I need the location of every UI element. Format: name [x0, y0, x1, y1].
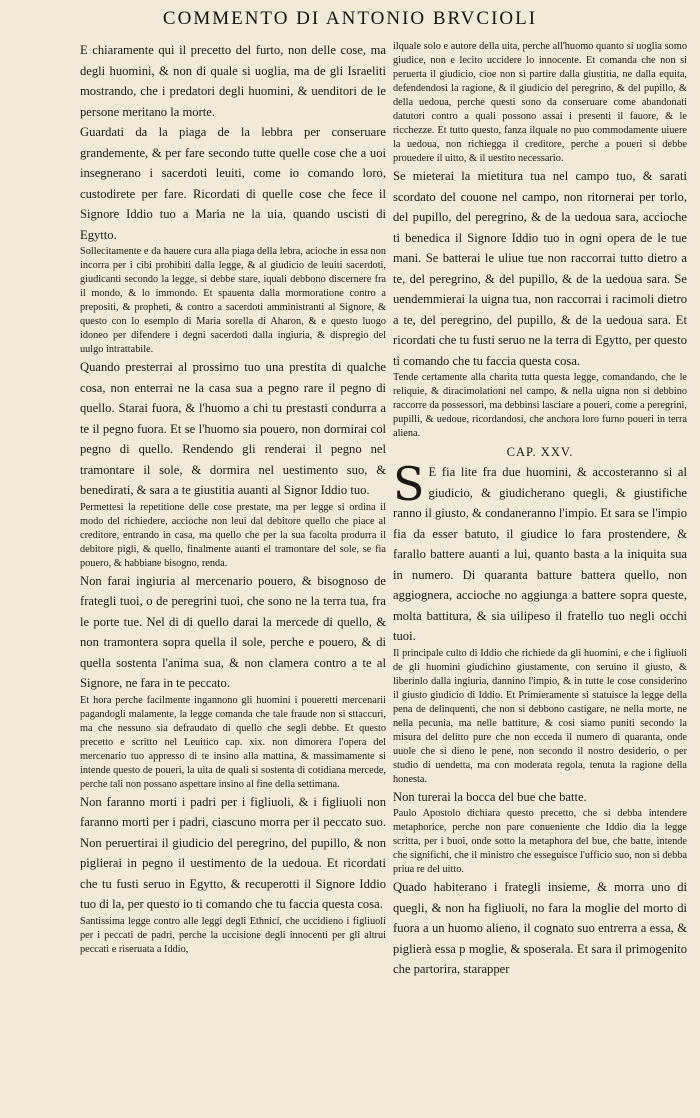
scripture-paragraph	[393, 457, 687, 647]
right-column	[393, 40, 687, 980]
commentary-paragraph: Santissima legge contro alle leggi degli Ethnici, che uccidieno i figliuoli per i peccati de padri, perche la uccisione degli innocenti per gli altrui peccati e riseruata a Iddio,	[80, 915, 386, 955]
scripture-paragraph: Quando presterrai al prossimo tuo una prestita di qualche cosa, non enterrai ne la casa sua a pegno rare il pegno di quello. Starai fuora, & l'huomo a chi tu prestasti condurra a te il pegno fuora. Et se l'huomo sia pouero, non dormirai col pegno di quello. Rendendo gli renderai il pegno nel tramontare il sole, & dormira nel uestimento suo, & benedirati, & sara a te giustitia auanti al Signor Iddio tuo.	[80, 360, 386, 497]
commentary-paragraph: Il principale culto di Iddio che richiede da gli huomini, e che i figliuoli de gli huomini giudichino giustamente, con seruino il giusto, & liberinlo dalla ingiuria, dannino l'impio, & in tutte le cose considerino il giusto giudicio di Iddio. Et Primieramente si statuisce la legge della pena de delinquenti, che non si debbono castigare, ne nella morte, ne nella pecunia, ma nelle battiture, & cosi siamo puniti secondo la misura del delitto pure che non ecceda il numero di quaranta, onde uuole che si dieno le pene, non secondo il nostro desiderio, o per studio di uendetta, ma con moderata regola, tenuta la ragione della honesta.	[393, 647, 687, 785]
scripture-paragraph: E chiaramente qui il precetto del furto, non delle cose, ma degli huomini, & non di quale si uoglia, ma de gli Israeliti mostrando, che i predatori degli huomini, & uenditori de le persone meritano la morte.	[80, 43, 386, 119]
commentary-paragraph: Permettesi la repetitione delle cose prestate, ma per legge si ordina il modo del richiedere, accioche non leui dal debitore quello che piace al creditore, entrando in casa, ma quello che per la sua facolta produrra il debitore pigli, & quello, finalmente auanti el tramontare del sole, se fia pouero, & habbiane bisogno, renda.	[80, 501, 386, 569]
scripture-paragraph: Non faranno morti i padri per i figliuoli, & i figliuoli non faranno morti per i padri, ciascuno morra per il peccato suo. Non peruertirai il giudicio del peregrino, del pupillo, & non piglierai in pegno il uestimento de la uedoua. Et ricordati che tu fusti seruo in Egytto, & recuperotti il Signore Iddio tuo di la, per questo io ti comando che tu faccia questa cosa.	[80, 794, 386, 911]
drop-cap-initial: S	[393, 457, 425, 511]
scripture-paragraph: Quado habiterano i frategli insieme, & morra uno di quegli, & non ha figliuoli, no fara la moglie del morto di fuora a un huomo alieno, il cognato suo entrerra a essa, & piglierà essa p moglie, & sposerala. Et sara il primogenito che partorira, starapper	[393, 880, 687, 976]
scripture-paragraph: Non farai ingiuria al mercenario pouero, & bisognoso de frategli tuoi, o de peregrini tuoi, che sono ne la terra tua, fra le porte tue. Nel di di quello darai la mercede di quello, & non tramontera sopra quella il sole, perche e pouero, & di quella sostenta l'anima sua, & non clamera contro a te al Signore, ne fara in te peccato.	[80, 573, 386, 690]
scripture-paragraph: Non turerai la bocca del bue che batte.	[393, 789, 587, 804]
commentary-paragraph: Paulo Apostolo dichiara questo precetto, che si debba intendere metaphorice, perche non pare conueniente che Iddio dia la legge scritta, per i buoi, onde sotto la metaphora del bue, che batte, intende che significhi, che il ministro che esseguisce l'ufficio suo, non si debba priua re del uitto.	[393, 808, 687, 875]
commentary-paragraph: Sollecitamente e da hauere cura alla piaga della lebra, acioche in essa non incorra per i cibi prohibiti dalla legge, & al giudicio de leuiti sacerdoti, giudicanti secondo la legge, si debbe stare, iquali debbono discernere fra il mondo, & lo immondo. Et spauenta dalla mormoratione contro a prepositi, & propheti, & contro a sacerdoti amministranti al Signore, & questo con lo esemplo di Maria sorella di Aharon, & e questo luogo idoneo per difendere i degni sacerdoti dalla ingiuria, & dispregio del uulgo intrattabile.	[80, 246, 386, 355]
scripture-paragraph: Guardati da la piaga de la lebbra per conseruare grandemente, & per fare secondo tutte quelle cose che a uoi insegnerano i sacerdoti leuiti, come io comando loro, custodirete per fare. Ricordati di quelle cose che fece il Signore Iddio tuo a Maria ne la uia, quando uscisti di Egytto.	[80, 125, 386, 242]
commentary-paragraph: Et hora perche facilmente ingannono gli huomini i poueretti mercenarii pagandogli malamente, la legge comanda che tale fraude non si sttaccuri, ma che nessuno sia defraudato di quello che segli debbe. Et questo precetto e scritto nel Leuitico cap. xix. non dimorera l'opera del mercenario tuo appresso di te insino alla mattina, & massimamente si intende questo de poueri, la uita de quali si sostenta di cotidiana mercede, perche tali non possano aspettare insino al fine della settimana.	[80, 694, 386, 790]
chapter-heading: CAP. XXV.	[506, 445, 574, 459]
running-head: COMMENTO DI ANTONIO BRVCIOLI	[162, 8, 538, 29]
commentary-paragraph: Tende certamente alla charita tutta questa legge, comandando, che le reliquie, & diracimolationi nel campo, & nella uigna non si debbino raccorre da possessori, ma debbinsi lasciare a poueri, come a peregrini, pupilli, & uedoue, ricordandosi, che anchora loro furno poueri in terra aliena.	[393, 372, 687, 439]
scripture-paragraph: Se mieterai la mietitura tua nel campo tuo, & sarati scordato del couone nel campo, non ritornerai per torlo, del pupillo, del peregrino, & de la uedoua sara, accioche ti benedica il Signore Iddio tuo in ogni opera de le tue mani. Se batterai le uliue tue non raccorrai tutto dietro a te, del peregrino, & del pupillo, & de la uedoua sara. Se uendemmierai la uigna tua, non raccorrai i racimoli dietro a te, del peregrino, del pupillo, & de la uedoua sara. Et ricordati che tu fusti seruo ne la terra di Egytto, per questo ti comando che tu faccia questa cosa.	[393, 169, 687, 368]
scripture-text: E fia lite fra due huomini, & accosteranno si al giudicio, & giudicherano quegli, & giustifiche ranno il giusto, & condaneranno l'impio. Et sara se l'impio fia da esser batuto, il giudice lo fara prostendere, & farallo battere auanti a lui, quanto basta a la iniquita sua in numero. Di quaranta batture battera quello, non aggiognera, accioche no aggiunga a battere sopra queste, molta battitura, & sia uilipeso il fratello tuo negli occhi tuoi.	[393, 465, 687, 643]
commentary-paragraph: ilquale solo e autore della uita, perche all'huomo quanto si uoglia somo giudice, non e lecito uccidere lo innocente. Et comanda che non si peruerta il giudicio, cioe non si partire dalla giustitia, ne dalla equita, defendendosi la ragione, & il giudicio del peregrino, & del pupillo, & della uedoua, perche questi sono da conseruare come abandonati datutori contro a quali possono assai i presenti il fauore, & le ricchezze. Et tutto questo, fanza ilquale no puo commodamente uiuere la uedoua, non richiegga il creditore, perche a poueri si debbe prouedere il uitto, & il uestito necessario.	[393, 41, 687, 164]
left-column	[80, 40, 386, 957]
